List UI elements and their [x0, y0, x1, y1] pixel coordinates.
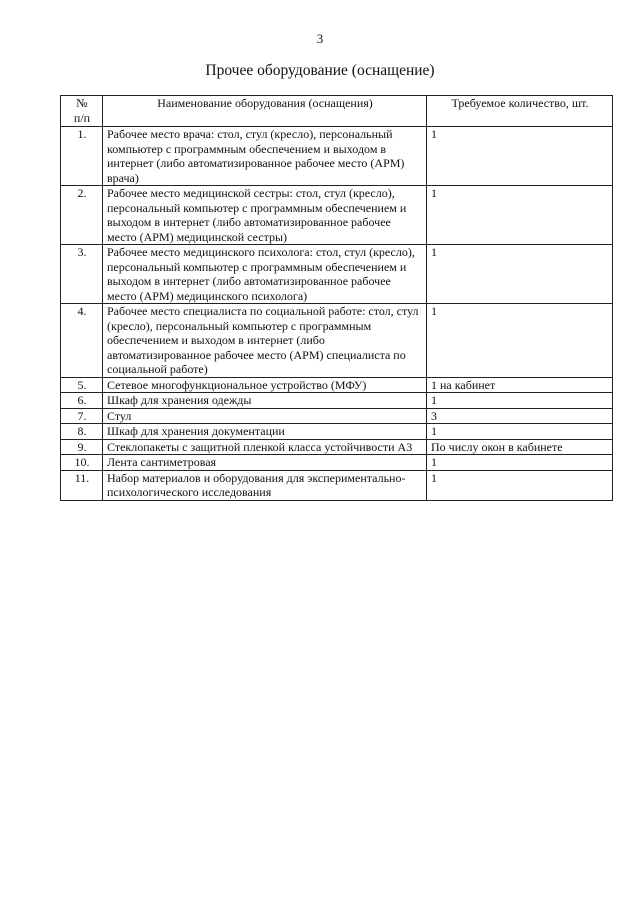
row-num: 10.: [61, 455, 103, 471]
row-qty: 1 на кабинет: [427, 377, 613, 393]
row-num: 5.: [61, 377, 103, 393]
table-header-row: [61, 96, 613, 127]
row-name: Набор материалов и оборудования для экспериментально-психологического исследования: [103, 470, 427, 500]
row-num: 7.: [61, 408, 103, 424]
row-num: 8.: [61, 424, 103, 440]
row-name: Стул: [103, 408, 427, 424]
table-row: [61, 245, 613, 304]
header-name: Наименование оборудования (оснащения): [103, 96, 427, 127]
row-qty: 1: [427, 455, 613, 471]
table-row: [61, 127, 613, 186]
row-name: Лента сантиметровая: [103, 455, 427, 471]
row-name: Рабочее место медицинского психолога: стол, стул (кресло), персональный компьютер с программным обеспечением и выходом в интернет (либо автоматизированное рабочее место (АРМ) медицинского психолога): [103, 245, 427, 304]
row-qty: 3: [427, 408, 613, 424]
header-num-line2: п/п: [73, 110, 91, 125]
table-row: [61, 455, 613, 471]
row-num: 4.: [61, 304, 103, 378]
row-qty: 1: [427, 304, 613, 378]
row-qty: По числу окон в кабинете: [427, 439, 613, 455]
page-title: Прочее оборудование (оснащение): [205, 62, 435, 79]
row-qty: 1: [427, 186, 613, 245]
row-name: Рабочее место врача: стол, стул (кресло), персональный компьютер с программным обеспечением и выходом в интернет (либо автоматизированное рабочее место (АРМ) врача): [103, 127, 427, 186]
row-qty: 1: [427, 245, 613, 304]
row-name: Рабочее место специалиста по социальной работе: стол, стул (кресло), персональный компьютер с программным обеспечением и выходом в интернет (либо автоматизированное рабочее место (АРМ) специалиста по социальной работе): [103, 304, 427, 378]
row-name: Шкаф для хранения одежды: [103, 393, 427, 409]
row-qty: 1: [427, 424, 613, 440]
row-name: Стеклопакеты с защитной пленкой класса устойчивости А3: [103, 439, 427, 455]
row-name: Сетевое многофункциональное устройство (МФУ): [103, 377, 427, 393]
table-row: [61, 470, 613, 500]
table-row: [61, 393, 613, 409]
table-row: [61, 304, 613, 378]
row-name: Шкаф для хранения документации: [103, 424, 427, 440]
table-row: [61, 408, 613, 424]
row-num: 6.: [61, 393, 103, 409]
table-row: [61, 439, 613, 455]
row-num: 1.: [61, 127, 103, 186]
row-num: 11.: [61, 470, 103, 500]
header-num: [61, 96, 103, 127]
header-qty: Требуемое количество, шт.: [427, 96, 613, 127]
row-num: 3.: [61, 245, 103, 304]
row-qty: 1: [427, 393, 613, 409]
table-row: [61, 377, 613, 393]
row-num: 9.: [61, 439, 103, 455]
row-qty: 1: [427, 127, 613, 186]
row-name: Рабочее место медицинской сестры: стол, стул (кресло), персональный компьютер с программным обеспечением и выходом в интернет (либо автоматизированное рабочее место (АРМ) медицинской сестры): [103, 186, 427, 245]
table-row: [61, 424, 613, 440]
row-qty: 1: [427, 470, 613, 500]
header-num-line1: №: [76, 96, 88, 110]
table-row: [61, 186, 613, 245]
page-number: 3: [316, 31, 324, 46]
row-num: 2.: [61, 186, 103, 245]
equipment-table: [60, 95, 613, 501]
